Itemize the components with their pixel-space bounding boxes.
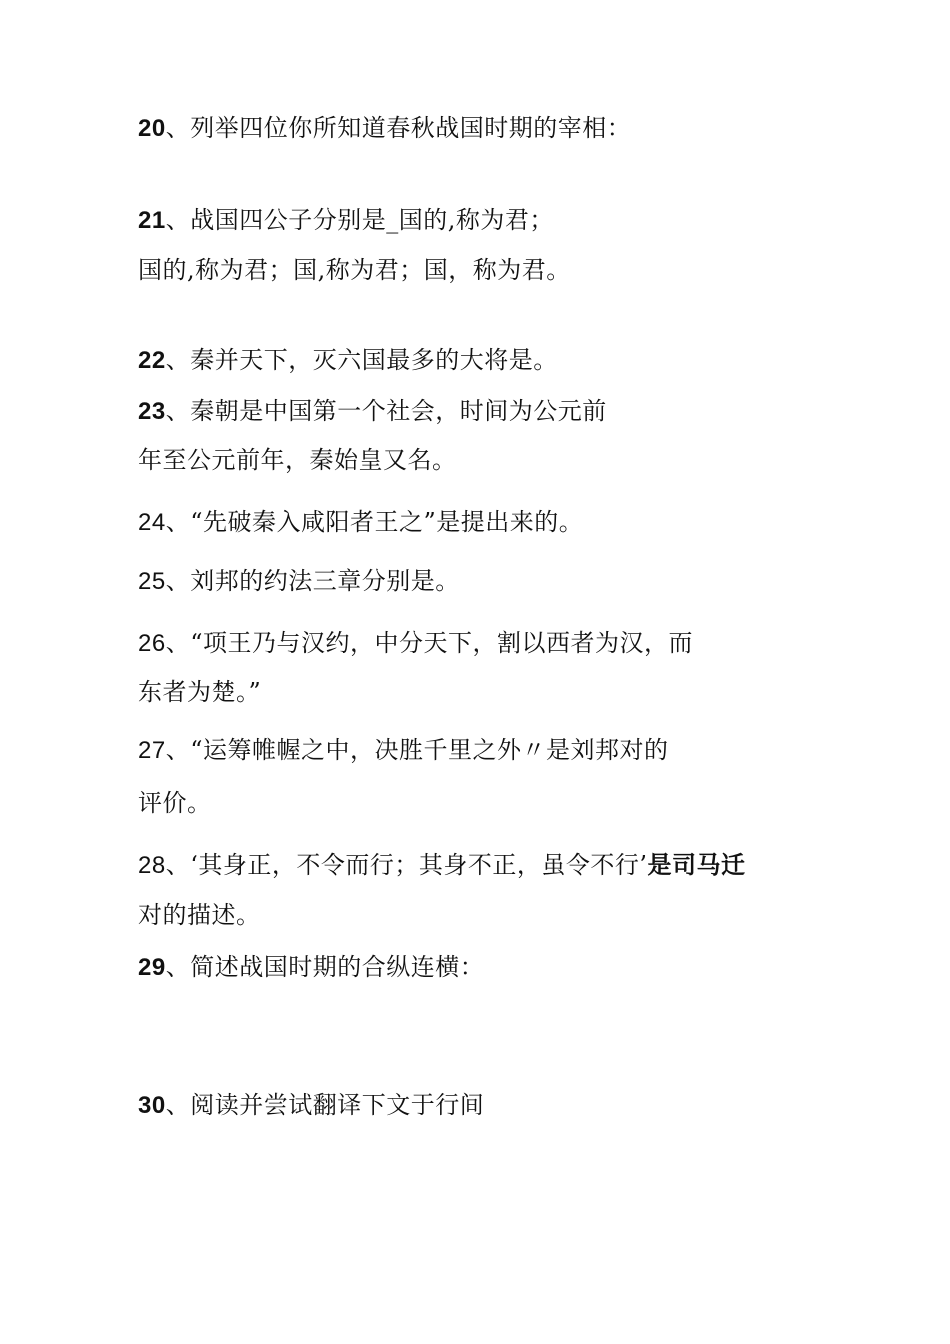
question-23-line-1 [138,396,607,427]
question-29 [138,952,484,983]
question-number: 28 [138,852,166,879]
question-28-line-1 [138,850,745,881]
question-26-line-1 [138,628,693,659]
question-number: 24 [138,509,166,536]
question-text: 、“运筹帷幄之中，决胜千里之外〃是刘邦对的 [165,736,669,764]
question-text: 、简述战国时期的合纵连横： [165,953,485,981]
question-number: 21 [138,207,166,234]
question-30 [138,1090,484,1121]
question-27-line-2 [138,788,212,818]
question-20 [138,113,631,144]
question-21-line-1 [138,205,554,236]
question-text-continued: 是司马迁 [647,851,746,879]
question-24 [138,507,583,538]
question-number: 20 [138,115,166,142]
question-number: 25 [138,568,166,595]
question-text: 、秦朝是中国第一个社会，时间为公元前 [165,397,607,425]
question-text-continued: 是提出来的。 [436,508,584,536]
question-text: 年至公元前年，秦始皇又名。 [138,446,457,474]
question-text-continued: 的描述。 [162,901,261,929]
question-text: 、秦并天下，灭六国最多的大将是。 [165,346,558,374]
question-number: 26 [138,630,166,657]
question-number: 22 [138,347,166,374]
question-text: 东者为楚。” [138,678,262,706]
question-text: 对 [138,901,163,929]
question-text: 、阅读并尝试翻译下文于行间 [165,1091,485,1119]
question-number: 30 [138,1092,166,1119]
question-23-line-2 [138,445,457,475]
question-text: 、列举四位你所知道春秋战国时期的宰相： [165,114,632,142]
question-text: 、战国四公子分别是_国的,称为君； [165,206,554,234]
question-text: 评价。 [138,789,212,817]
question-28-line-2 [138,900,261,930]
question-number: 23 [138,398,166,425]
question-text: 、“项王乃与汉约，中分天下，割以西者为汉，而 [165,629,693,657]
question-25 [138,566,460,597]
question-number: 29 [138,954,166,981]
question-text: 、“先破秦入咸阳者王之” [165,508,437,536]
question-22 [138,345,558,376]
question-number: 27 [138,737,166,764]
question-27-line-1 [138,735,668,766]
question-text: 、‘其身正，不令而行；其身不正，虽令不行’ [165,851,648,879]
question-21-line-2 [138,255,571,285]
question-text: 、刘邦的约法三章分别是。 [165,567,460,595]
question-26-line-2 [138,677,261,707]
question-text: 国的,称为君；国,称为君；国，称为君。 [138,256,571,284]
